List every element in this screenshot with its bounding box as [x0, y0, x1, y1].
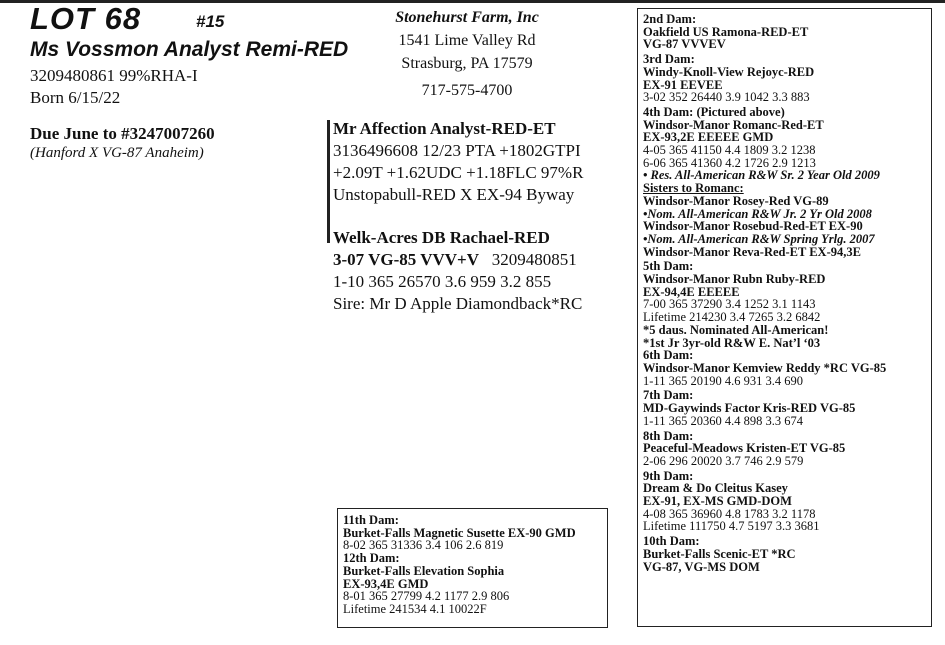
pedigree-line: Windsor-Manor Reva-Red-ET EX-94,3E [643, 244, 861, 259]
farm-address-2: Strasburg, PA 17579 [401, 55, 533, 72]
pedigree-line: Lifetime 214230 3.4 7265 3.2 6842 [643, 310, 821, 325]
pedigree-line: 8-01 365 27799 4.2 1177 2.9 806 [343, 589, 510, 604]
dam-record: 1-10 365 26570 3.6 959 3.2 855 [333, 272, 552, 291]
pedigree-line: 7th Dam: [643, 388, 694, 403]
farm-address-1: 1541 Lime Valley Rd [398, 32, 536, 49]
pedigree-line: 1-11 365 20360 4.4 898 3.3 674 [643, 413, 803, 428]
pedigree-line: Lifetime 111750 4.7 5197 3.3 3681 [643, 519, 820, 534]
pedigree-line: Peaceful-Meadows Kristen-ET VG-85 [643, 441, 846, 456]
deep-pedigree-box [337, 508, 608, 628]
pedigree-line: Windy-Knoll-View Rejoyc-RED [643, 64, 815, 79]
top-rule [0, 0, 945, 3]
pedigree-line: Burket-Falls Magnetic Susette EX-90 GMD [343, 525, 576, 540]
dam-sire: Sire: Mr D Apple Diamondback*RC [333, 294, 583, 313]
pedigree-line: Oakfield US Ramona-RED-ET [643, 24, 809, 39]
pedigree-line: EX-91, EX-MS GMD-DOM [643, 494, 792, 509]
pedigree-line: EX-91 EEVEE [643, 77, 723, 92]
pedigree-line: Sisters to Romanc: [643, 181, 744, 196]
pedigree-line: 4th Dam: (Pictured above) [643, 104, 785, 119]
pedigree-line: 5th Dam: [643, 259, 694, 274]
animal-born: Born 6/15/22 [30, 88, 121, 107]
farm-name: Stonehurst Farm, Inc [395, 9, 539, 26]
dam-name: Welk-Acres DB Rachael-RED [333, 228, 550, 247]
animal-registration: 3209480861 99%RHA-I [30, 66, 198, 85]
pedigree-line: MD-Gaywinds Factor Kris-RED VG-85 [643, 401, 856, 416]
pedigree-line: EX-93,2E EEEEE GMD [643, 130, 774, 145]
due-date: Due June to #3247007260 [30, 124, 215, 143]
pedigree-line: • Res. All-American R&W Sr. 2 Year Old 2009 [643, 168, 880, 183]
dam-registration: 3209480851 [491, 250, 577, 269]
pedigree-line: 4-08 365 36960 4.8 1783 3.2 1178 [643, 506, 816, 521]
pedigree-line: *5 daus. Nominated All-American! [643, 322, 829, 337]
pedigree-line: 9th Dam: [643, 468, 694, 483]
sire-line-2: +2.09T +1.62UDC +1.18FLC 97%R [333, 163, 584, 182]
pedigree-line: 3-02 352 26440 3.9 1042 3.3 883 [643, 90, 810, 105]
pedigree-line: VG-87 VVVEV [643, 37, 726, 52]
pedigree-bracket [327, 120, 330, 243]
pedigree-line: 12th Dam: [343, 551, 400, 566]
pedigree-line: Lifetime 241534 4.1 10022F [343, 601, 487, 616]
sire-name: Mr Affection Analyst-RED-ET [333, 119, 556, 138]
pedigree-line: VG-87, VG-MS DOM [643, 559, 760, 574]
pedigree-line: Burket-Falls Elevation Sophia [343, 563, 505, 578]
pedigree-line: EX-93,4E GMD [343, 576, 429, 591]
pedigree-line: •Nom. All-American R&W Jr. 2 Yr Old 2008 [643, 206, 872, 221]
pedigree-line: 8-02 365 31336 3.4 106 2.6 819 [343, 538, 504, 553]
pedigree-line: Burket-Falls Scenic-ET *RC [643, 546, 796, 561]
sire-line-3: Unstopabull-RED X EX-94 Byway [333, 185, 575, 204]
farm-phone: 717-575-4700 [421, 82, 513, 99]
pedigree-line: 7-00 365 37290 3.4 1252 3.1 1143 [643, 297, 816, 312]
pedigree-line: 3rd Dam: [643, 52, 695, 67]
pedigree-line: 1-11 365 20190 4.6 931 3.4 690 [643, 373, 803, 388]
pedigree-line: Windsor-Manor Romanc-Red-ET [643, 117, 824, 132]
lot-title: LOT 68 [30, 1, 142, 36]
pedigree-line: EX-94,4E EEEEE [643, 284, 740, 299]
pedigree-line: 8th Dam: [643, 428, 694, 443]
pedigree-line: Windsor-Manor Kemview Reddy *RC VG-85 [643, 360, 887, 375]
pedigree-line: Windsor-Manor Rosebud-Red-ET EX-90 [643, 219, 863, 234]
dam-score-line [333, 249, 577, 271]
sire-line-1: 3136496608 12/23 PTA +1802GTPI [333, 141, 581, 160]
pedigree-line: 2nd Dam: [643, 12, 697, 26]
pedigree-line: 6th Dam: [643, 348, 694, 363]
pedigree-line: Dream & Do Cleitus Kasey [643, 481, 788, 496]
pedigree-line: 6-06 365 41360 4.2 1726 2.9 1213 [643, 155, 816, 170]
farm-info [372, 6, 562, 102]
pedigree-line: Windsor-Manor Rubn Ruby-RED [643, 272, 826, 287]
pedigree-line: Windsor-Manor Rosey-Red VG-89 [643, 193, 829, 208]
animal-name: Ms Vossmon Analyst Remi-RED [30, 38, 349, 61]
pedigree-line: *1st Jr 3yr-old R&W E. Nat’l ‘03 [643, 335, 821, 350]
pedigree-line: 2-06 296 20020 3.7 746 2.9 579 [643, 453, 804, 468]
pedigree-line: •Nom. All-American R&W Spring Yrlg. 2007 [643, 231, 875, 246]
pedigree-line: 11th Dam: [343, 513, 399, 527]
due-pedigree: (Hanford X VG-87 Anaheim) [30, 145, 204, 161]
dam-score: 3-07 VG-85 VVV+V [333, 250, 480, 269]
pedigree-line: 10th Dam: [643, 534, 700, 549]
extended-pedigree-box [637, 8, 932, 627]
lot-number: #15 [196, 12, 225, 31]
pedigree-line: 4-05 365 41150 4.4 1809 3.2 1238 [643, 143, 816, 158]
